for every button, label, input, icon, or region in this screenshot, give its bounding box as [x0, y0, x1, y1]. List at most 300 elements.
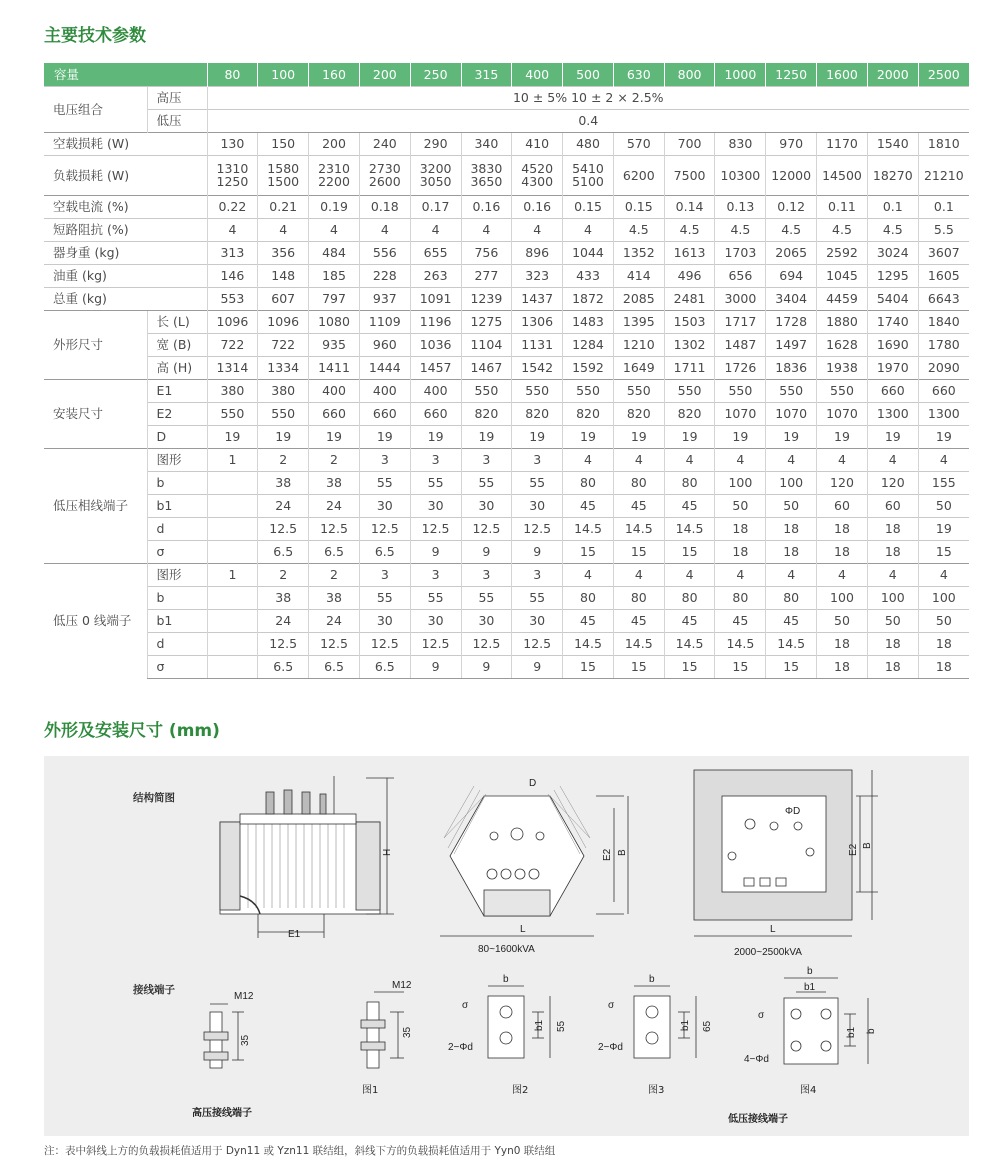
- value-cell: 60: [817, 494, 868, 517]
- value-cell: 6.5: [309, 540, 360, 563]
- lv-value: 0.4: [207, 109, 969, 132]
- value-cell: 155: [918, 471, 969, 494]
- top-view-small-drawing: [440, 786, 628, 936]
- value-cell: 240: [359, 132, 410, 155]
- value-cell: 12.5: [512, 517, 563, 540]
- lower-value: 3050: [419, 174, 452, 189]
- value-cell: 1: [207, 563, 258, 586]
- dim-hole4-fig4: 4−Φd: [744, 1054, 769, 1065]
- no-load-loss-row: [44, 132, 969, 155]
- dim-b1-fig4-top: b1: [804, 982, 816, 993]
- value-cell: 3404: [766, 287, 817, 310]
- value-cell: 18: [817, 540, 868, 563]
- value-cell: 14.5: [664, 632, 715, 655]
- capacity-cell: 160: [309, 63, 360, 86]
- value-cell: 4: [359, 218, 410, 241]
- value-cell: 12.5: [410, 517, 461, 540]
- value-cell: 0.17: [410, 195, 461, 218]
- value-cell: [207, 540, 258, 563]
- hv-label: 高压: [147, 86, 207, 109]
- value-cell: 1096: [258, 310, 309, 333]
- value-cell: 18: [817, 632, 868, 655]
- capacity-header-row: [44, 63, 969, 86]
- value-cell: 2090: [918, 356, 969, 379]
- value-cell: 400: [410, 379, 461, 402]
- value-cell: 1096: [207, 310, 258, 333]
- upper-value: 1310: [216, 161, 249, 176]
- value-cell: 45: [715, 609, 766, 632]
- value-cell: 9: [410, 655, 461, 678]
- capacity-cell: 2500: [918, 63, 969, 86]
- value-cell: 14.5: [715, 632, 766, 655]
- value-cell: 3000: [715, 287, 766, 310]
- value-cell: 830: [715, 132, 766, 155]
- value-cell: 340: [461, 132, 512, 155]
- value-cell: 55: [410, 586, 461, 609]
- sub-label: 高 (H): [147, 356, 207, 379]
- value-cell: 1104: [461, 333, 512, 356]
- value-cell: 4: [664, 448, 715, 471]
- sub-label: b: [147, 471, 207, 494]
- sub-label: b1: [147, 609, 207, 632]
- fig2-caption: 图2: [512, 1085, 529, 1096]
- value-cell: 55: [359, 586, 410, 609]
- value-cell: 38: [258, 586, 309, 609]
- value-cell: 290: [410, 132, 461, 155]
- value-cell-dual: [359, 155, 410, 195]
- upper-value: 3200: [419, 161, 452, 176]
- value-cell: 1880: [817, 310, 868, 333]
- capacity-cell: 80: [207, 63, 258, 86]
- value-cell: 24: [258, 609, 309, 632]
- value-cell: 14.5: [766, 632, 817, 655]
- value-cell: 4: [207, 218, 258, 241]
- value-cell: 3: [461, 448, 512, 471]
- value-cell: 18: [918, 655, 969, 678]
- dim-L-large: L: [770, 924, 776, 935]
- value-cell: 120: [867, 471, 918, 494]
- dim-b1-fig4-side: b1: [846, 1026, 857, 1038]
- value-cell: 4.5: [664, 218, 715, 241]
- value-cell: 570: [613, 132, 664, 155]
- value-cell: 12.5: [461, 632, 512, 655]
- capacity-cell: 630: [613, 63, 664, 86]
- value-cell: 1275: [461, 310, 512, 333]
- value-cell: [207, 494, 258, 517]
- value-cell: 722: [207, 333, 258, 356]
- value-cell: 1703: [715, 241, 766, 264]
- dim-b1-fig3: b1: [680, 1019, 691, 1031]
- value-cell: 660: [867, 379, 918, 402]
- value-cell: 496: [664, 264, 715, 287]
- value-cell: 820: [613, 402, 664, 425]
- value-cell: 4: [563, 448, 614, 471]
- value-cell: 4.5: [613, 218, 664, 241]
- value-cell: 550: [664, 379, 715, 402]
- value-cell: 6.5: [258, 655, 309, 678]
- value-cell: 1457: [410, 356, 461, 379]
- spec-row: [44, 287, 969, 310]
- value-cell: 55: [461, 471, 512, 494]
- group-label: 安装尺寸: [44, 379, 147, 448]
- value-cell: 120: [817, 471, 868, 494]
- value-cell: 1284: [563, 333, 614, 356]
- value-cell: 1131: [512, 333, 563, 356]
- value-cell: 313: [207, 241, 258, 264]
- value-cell: 1045: [817, 264, 868, 287]
- value-cell: [207, 655, 258, 678]
- value-cell: 4.5: [766, 218, 817, 241]
- value-cell-dual: [563, 155, 614, 195]
- value-cell: 0.13: [715, 195, 766, 218]
- value-cell: 5.5: [918, 218, 969, 241]
- value-cell: 484: [309, 241, 360, 264]
- group-row: [44, 333, 969, 356]
- value-cell: 18: [867, 517, 918, 540]
- value-cell: 1690: [867, 333, 918, 356]
- sub-label: E2: [147, 402, 207, 425]
- value-cell: 3: [410, 563, 461, 586]
- value-cell: 80: [613, 586, 664, 609]
- value-cell: 18: [867, 655, 918, 678]
- value-cell: 12.5: [512, 632, 563, 655]
- value-cell: 1717: [715, 310, 766, 333]
- value-cell: 18: [766, 517, 817, 540]
- dim-hole2-fig2: 2−Φd: [448, 1042, 473, 1053]
- value-cell: 12.5: [359, 632, 410, 655]
- value-cell: 550: [766, 379, 817, 402]
- voltage-lv-row: [44, 109, 969, 132]
- group-row: [44, 448, 969, 471]
- value-cell: 4: [461, 218, 512, 241]
- value-cell: 4: [664, 563, 715, 586]
- fig1-caption: 图1: [362, 1085, 379, 1096]
- value-cell: 1080: [309, 310, 360, 333]
- value-cell: 12000: [766, 155, 817, 195]
- value-cell: 45: [563, 494, 614, 517]
- value-cell: 0.16: [461, 195, 512, 218]
- value-cell: 14500: [817, 155, 868, 195]
- value-cell: 4459: [817, 287, 868, 310]
- value-cell: 820: [461, 402, 512, 425]
- lower-value: 1250: [216, 174, 249, 189]
- value-cell: 80: [563, 586, 614, 609]
- value-cell: 550: [512, 379, 563, 402]
- value-cell: 4: [613, 448, 664, 471]
- value-cell: 19: [258, 425, 309, 448]
- value-cell: 2065: [766, 241, 817, 264]
- sub-label: D: [147, 425, 207, 448]
- value-cell: 38: [258, 471, 309, 494]
- value-cell: 228: [359, 264, 410, 287]
- range-large-label: 2000~2500kVA: [734, 947, 802, 958]
- value-cell-dual: [512, 155, 563, 195]
- value-cell: 1300: [918, 402, 969, 425]
- value-cell: 45: [664, 494, 715, 517]
- value-cell: 24: [309, 494, 360, 517]
- value-cell: 0.15: [613, 195, 664, 218]
- value-cell: 30: [359, 494, 410, 517]
- dims-section-title: 外形及安装尺寸 (mm): [44, 721, 220, 741]
- value-cell: 19: [207, 425, 258, 448]
- value-cell: 414: [613, 264, 664, 287]
- drawings: [44, 756, 969, 1136]
- value-cell: 18: [766, 540, 817, 563]
- value-cell: 9: [461, 655, 512, 678]
- value-cell: 100: [867, 586, 918, 609]
- value-cell: 21210: [918, 155, 969, 195]
- value-cell: 19: [817, 425, 868, 448]
- value-cell: 1711: [664, 356, 715, 379]
- value-cell: 2481: [664, 287, 715, 310]
- value-cell: 797: [309, 287, 360, 310]
- value-cell: 100: [918, 586, 969, 609]
- value-cell: 3: [512, 448, 563, 471]
- value-cell: 323: [512, 264, 563, 287]
- row-label: 油重 (kg): [44, 264, 207, 287]
- value-cell: 550: [817, 379, 868, 402]
- capacity-cell: 200: [359, 63, 410, 86]
- spec-table: [44, 63, 969, 679]
- spec-row: [44, 218, 969, 241]
- value-cell: 150: [258, 132, 309, 155]
- value-cell: 19: [461, 425, 512, 448]
- value-cell: 0.19: [309, 195, 360, 218]
- value-cell: 15: [715, 655, 766, 678]
- value-cell: 18: [715, 517, 766, 540]
- capacity-cell: 1000: [715, 63, 766, 86]
- value-cell: 4: [715, 448, 766, 471]
- hv-terminal-caption: 高压接线端子: [192, 1108, 252, 1119]
- value-cell: 9: [512, 655, 563, 678]
- voltage-hv-row: [44, 86, 969, 109]
- value-cell: 4.5: [867, 218, 918, 241]
- value-cell: 80: [715, 586, 766, 609]
- dim-35-a: 35: [240, 1034, 251, 1046]
- lower-value: 4300: [521, 174, 554, 189]
- value-cell: 1044: [563, 241, 614, 264]
- value-cell: 30: [461, 609, 512, 632]
- value-cell: 480: [563, 132, 614, 155]
- value-cell: 1487: [715, 333, 766, 356]
- value-cell: 15: [664, 540, 715, 563]
- dim-35-b: 35: [402, 1026, 413, 1038]
- value-cell: 3024: [867, 241, 918, 264]
- value-cell: 30: [512, 609, 563, 632]
- upper-value: 5410: [572, 161, 604, 176]
- dim-E1: E1: [288, 929, 301, 940]
- lv-terminal-caption: 低压接线端子: [728, 1114, 788, 1125]
- value-cell: 12.5: [461, 517, 512, 540]
- terminal-label: 接线端子: [133, 984, 175, 996]
- value-cell: 263: [410, 264, 461, 287]
- value-cell: 18270: [867, 155, 918, 195]
- spec-section-title: 主要技术参数: [44, 26, 146, 46]
- sub-label: 图形: [147, 563, 207, 586]
- group-row: [44, 655, 969, 678]
- sub-label: d: [147, 632, 207, 655]
- value-cell: 19: [309, 425, 360, 448]
- value-cell: 356: [258, 241, 309, 264]
- value-cell: 1483: [563, 310, 614, 333]
- value-cell: 15: [563, 655, 614, 678]
- hv-value: 10 ± 5% 10 ± 2 × 2.5%: [207, 86, 969, 109]
- value-cell: 15: [613, 540, 664, 563]
- value-cell: 50: [918, 609, 969, 632]
- dim-L-small: L: [520, 924, 526, 935]
- row-label: 短路阻抗 (%): [44, 218, 207, 241]
- value-cell: 1605: [918, 264, 969, 287]
- value-cell-dual: [309, 155, 360, 195]
- upper-value: 2310: [318, 161, 350, 176]
- value-cell: 146: [207, 264, 258, 287]
- value-cell: 4: [867, 448, 918, 471]
- value-cell: 937: [359, 287, 410, 310]
- value-cell: 30: [359, 609, 410, 632]
- value-cell: 4: [817, 563, 868, 586]
- spec-row: [44, 264, 969, 287]
- value-cell: 55: [461, 586, 512, 609]
- value-cell: 400: [309, 379, 360, 402]
- value-cell: 4: [258, 218, 309, 241]
- capacity-cell: 2000: [867, 63, 918, 86]
- value-cell: 820: [563, 402, 614, 425]
- value-cell: 1728: [766, 310, 817, 333]
- lower-value: 1500: [267, 174, 300, 189]
- value-cell: 18: [918, 632, 969, 655]
- dim-PhiD: ΦD: [785, 806, 801, 817]
- value-cell: 30: [461, 494, 512, 517]
- value-cell: 19: [410, 425, 461, 448]
- value-cell: 1395: [613, 310, 664, 333]
- value-cell: 19: [766, 425, 817, 448]
- group-label: 外形尺寸: [44, 310, 147, 379]
- value-cell: 660: [309, 402, 360, 425]
- value-cell: 2085: [613, 287, 664, 310]
- capacity-cell: 250: [410, 63, 461, 86]
- value-cell: 50: [867, 609, 918, 632]
- value-cell: 19: [512, 425, 563, 448]
- dim-b-fig4-side: b: [866, 1028, 877, 1034]
- value-cell: [207, 632, 258, 655]
- group-row: [44, 310, 969, 333]
- value-cell: 12.5: [258, 632, 309, 655]
- value-cell: 45: [613, 494, 664, 517]
- dim-b-fig3: b: [649, 974, 655, 985]
- value-cell: 694: [766, 264, 817, 287]
- value-cell: 19: [715, 425, 766, 448]
- lower-value: 2200: [318, 174, 350, 189]
- value-cell: 1810: [918, 132, 969, 155]
- lower-value: 5100: [572, 174, 604, 189]
- value-cell: 9: [410, 540, 461, 563]
- value-cell: 3: [512, 563, 563, 586]
- value-cell: 50: [817, 609, 868, 632]
- value-cell: 45: [766, 609, 817, 632]
- row-label: 空载电流 (%): [44, 195, 207, 218]
- value-cell: 4: [309, 218, 360, 241]
- value-cell: 1726: [715, 356, 766, 379]
- row-label: 负载损耗 (W): [44, 155, 207, 195]
- value-cell: 1109: [359, 310, 410, 333]
- value-cell: 6200: [613, 155, 664, 195]
- group-row: [44, 632, 969, 655]
- value-cell: 5404: [867, 287, 918, 310]
- value-cell: 12.5: [410, 632, 461, 655]
- value-cell: 1210: [613, 333, 664, 356]
- value-cell: 9: [461, 540, 512, 563]
- value-cell: 660: [410, 402, 461, 425]
- value-cell: 15: [613, 655, 664, 678]
- value-cell: 550: [461, 379, 512, 402]
- sub-label: b: [147, 586, 207, 609]
- group-row: [44, 540, 969, 563]
- dim-H: H: [382, 848, 393, 856]
- value-cell: 2592: [817, 241, 868, 264]
- value-cell: 18: [715, 540, 766, 563]
- group-row: [44, 379, 969, 402]
- group-row: [44, 563, 969, 586]
- upper-value: 4520: [521, 161, 554, 176]
- value-cell: 185: [309, 264, 360, 287]
- capacity-cell: 1250: [766, 63, 817, 86]
- value-cell: 50: [918, 494, 969, 517]
- value-cell: 1836: [766, 356, 817, 379]
- value-cell: 1503: [664, 310, 715, 333]
- value-cell: 722: [258, 333, 309, 356]
- value-cell: 14.5: [613, 632, 664, 655]
- value-cell: 656: [715, 264, 766, 287]
- value-cell: 15: [918, 540, 969, 563]
- fig4-caption: 图4: [800, 1085, 817, 1096]
- value-cell: 80: [766, 586, 817, 609]
- value-cell: 1592: [563, 356, 614, 379]
- value-cell: 756: [461, 241, 512, 264]
- value-cell: 4: [817, 448, 868, 471]
- value-cell: 80: [664, 471, 715, 494]
- dim-b-fig2: b: [503, 974, 509, 985]
- value-cell: 24: [309, 609, 360, 632]
- value-cell: 660: [918, 379, 969, 402]
- value-cell: 0.22: [207, 195, 258, 218]
- value-cell: 380: [258, 379, 309, 402]
- value-cell: 2: [258, 448, 309, 471]
- value-cell: 700: [664, 132, 715, 155]
- capacity-cell: 100: [258, 63, 309, 86]
- value-cell: 820: [664, 402, 715, 425]
- value-cell: 30: [410, 494, 461, 517]
- structure-label: 结构简图: [133, 792, 175, 804]
- value-cell: 1970: [867, 356, 918, 379]
- dim-B-large: B: [862, 842, 873, 849]
- value-cell: 0.16: [512, 195, 563, 218]
- sub-label: d: [147, 517, 207, 540]
- value-cell: 0.21: [258, 195, 309, 218]
- value-cell-dual: [258, 155, 309, 195]
- value-cell: 12.5: [309, 632, 360, 655]
- dim-55: 55: [556, 1020, 567, 1032]
- upper-value: 2730: [368, 161, 401, 176]
- value-cell: 4: [918, 563, 969, 586]
- value-cell: 550: [613, 379, 664, 402]
- sub-label: 长 (L): [147, 310, 207, 333]
- value-cell: 15: [664, 655, 715, 678]
- value-cell: 433: [563, 264, 614, 287]
- value-cell: 1352: [613, 241, 664, 264]
- lower-value: 3650: [470, 174, 503, 189]
- value-cell: 1444: [359, 356, 410, 379]
- value-cell: 19: [613, 425, 664, 448]
